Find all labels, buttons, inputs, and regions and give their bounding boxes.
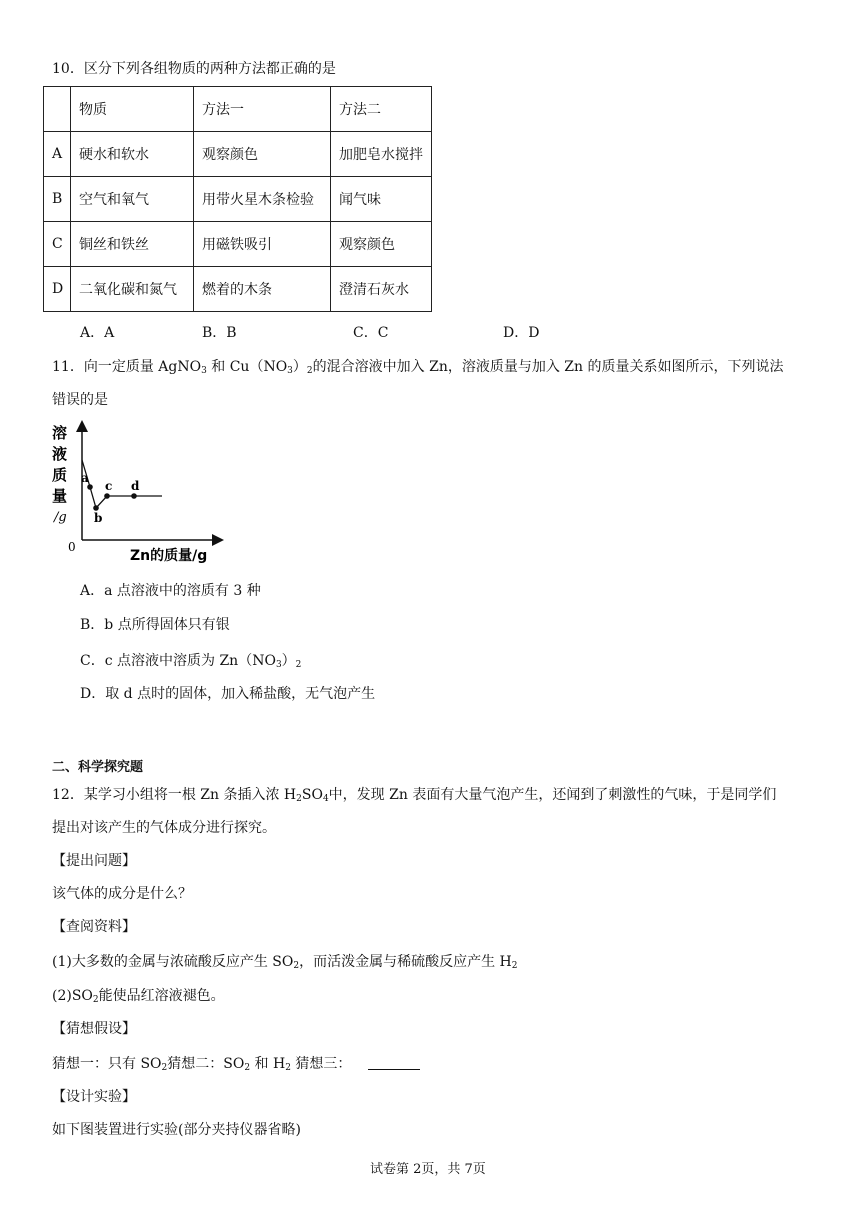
question-text: 该气体的成分是什么？	[52, 886, 192, 902]
heading-question: 【提出问题】	[52, 853, 136, 869]
q12-text: SO	[301, 787, 323, 803]
subscript: 2	[296, 794, 302, 804]
section-title: 二、科学探究题	[52, 760, 144, 775]
table-cell: B	[44, 177, 71, 222]
table-cell: 方法一	[194, 87, 331, 132]
q12-text: 中，发现 Zn 表面有大量气泡产生，还闻到了刺激性的气味，于是同学们	[328, 787, 777, 803]
y-axis-label-char: 液	[52, 445, 68, 463]
subscript: 4	[322, 794, 329, 804]
table-row	[44, 222, 432, 267]
data-point-a	[87, 484, 93, 490]
data-series-line	[82, 460, 162, 508]
subscript: 2	[244, 1063, 251, 1073]
option-d: D．D	[503, 325, 540, 341]
heading-guess: 【猜想假设】	[52, 1021, 136, 1037]
table-header-row	[44, 87, 432, 132]
table-row	[44, 132, 432, 177]
data-label-a: a	[81, 471, 89, 485]
subscript: 2	[161, 1063, 168, 1073]
subscript: 3	[287, 366, 293, 376]
q12-line1	[52, 785, 776, 805]
option-text: ）	[281, 653, 296, 669]
y-unit: /g	[54, 510, 67, 525]
info-2	[52, 986, 225, 1006]
subscript: 3	[201, 366, 207, 376]
q11-option-c	[80, 651, 301, 671]
table-cell: 空气和氧气	[71, 177, 194, 222]
option-c: C．C	[353, 325, 389, 341]
subscript: 3	[275, 660, 282, 670]
table-cell: 燃着的木条	[194, 267, 331, 312]
q11-option-a: A．a 点溶液中的溶质有 3 种	[80, 583, 261, 599]
data-label-b: b	[94, 511, 103, 525]
data-point-b	[93, 505, 99, 511]
q11-option-b: B．b 点所得固体只有银	[80, 617, 230, 633]
q10-table	[43, 86, 432, 312]
table-cell: 方法二	[331, 87, 432, 132]
info-1	[52, 952, 518, 972]
q11-stem-part: 11．向一定质量 AgNO	[52, 359, 202, 375]
x-axis-label: Zn的质量/g	[130, 548, 208, 564]
table-cell: 闻气味	[331, 177, 432, 222]
option-b: B．B	[202, 325, 237, 341]
info-text: (2)SO	[52, 988, 93, 1004]
solution-mass-chart	[48, 420, 228, 568]
design-text: 如下图装置进行实验(部分夹持仪器省略)	[52, 1122, 301, 1138]
q11-stem	[52, 357, 783, 377]
table-cell: A	[44, 132, 71, 177]
subscript: 2	[92, 995, 99, 1005]
data-point-c	[104, 493, 110, 499]
table-cell: 澄清石灰水	[331, 267, 432, 312]
table-cell: C	[44, 222, 71, 267]
guess-text: 和 H	[254, 1056, 286, 1072]
q11-stem-line2: 错误的是	[52, 392, 108, 408]
info-text: (1)大多数的金属与浓硫酸反应产生 SO	[52, 954, 294, 970]
option-text: C．c 点溶液中溶质为 Zn（NO	[80, 653, 276, 669]
table-cell: 铜丝和铁丝	[71, 222, 194, 267]
y-axis-label-char: 质	[52, 466, 68, 484]
table-cell: 物质	[71, 87, 194, 132]
table-cell: D	[44, 267, 71, 312]
heading-design: 【设计实验】	[52, 1089, 136, 1105]
origin-label: 0	[68, 540, 76, 554]
q11-stem-part: 的混合溶液中加入 Zn，溶液质量与加入 Zn 的质量关系如图所示，下列说法	[312, 359, 784, 375]
table-cell: 用磁铁吸引	[194, 222, 331, 267]
page-footer: 试卷第 2页，共 7页	[370, 1162, 486, 1177]
subscript: 2	[293, 961, 300, 971]
table-cell: 二氧化碳和氮气	[71, 267, 194, 312]
q12-line2: 提出对该产生的气体成分进行探究。	[52, 820, 276, 836]
table-cell: 用带火星木条检验	[194, 177, 331, 222]
table-cell: 观察颜色	[194, 132, 331, 177]
subscript: 2	[306, 366, 313, 376]
info-text: ，而活泼金属与稀硫酸反应产生 H	[299, 954, 512, 970]
data-label-c: c	[105, 479, 113, 493]
q11-stem-part: ）	[292, 359, 307, 375]
y-axis-label-char: 溶	[52, 424, 68, 442]
guess-line	[52, 1054, 420, 1074]
subscript: 2	[295, 660, 302, 670]
answer-blank[interactable]	[368, 1055, 420, 1070]
option-a: A．A	[80, 325, 115, 341]
guess-text: 猜想三：	[295, 1056, 352, 1072]
q12-text: 12．某学习小组将一根 Zn 条插入浓 H	[52, 787, 297, 803]
table-cell	[44, 87, 71, 132]
q10-stem: 10．区分下列各组物质的两种方法都正确的是	[52, 61, 336, 77]
heading-info: 【查阅资料】	[52, 919, 136, 935]
guess-text: 猜想二：SO	[167, 1056, 245, 1072]
table-row	[44, 177, 432, 222]
table-row	[44, 267, 432, 312]
table-cell: 观察颜色	[331, 222, 432, 267]
table-cell: 加肥皂水搅拌	[331, 132, 432, 177]
subscript: 2	[511, 961, 518, 971]
table-cell: 硬水和软水	[71, 132, 194, 177]
q11-option-d: D．取 d 点时的固体，加入稀盐酸，无气泡产生	[80, 686, 376, 702]
y-axis-label-char: 量	[52, 487, 68, 505]
data-point-d	[131, 493, 137, 499]
q11-stem-part: 和 Cu（NO	[211, 359, 288, 375]
guess-text: 猜想一：只有 SO	[52, 1056, 162, 1072]
data-label-d: d	[131, 479, 140, 493]
info-text: 能使品红溶液褪色。	[98, 988, 225, 1004]
subscript: 2	[285, 1063, 291, 1073]
